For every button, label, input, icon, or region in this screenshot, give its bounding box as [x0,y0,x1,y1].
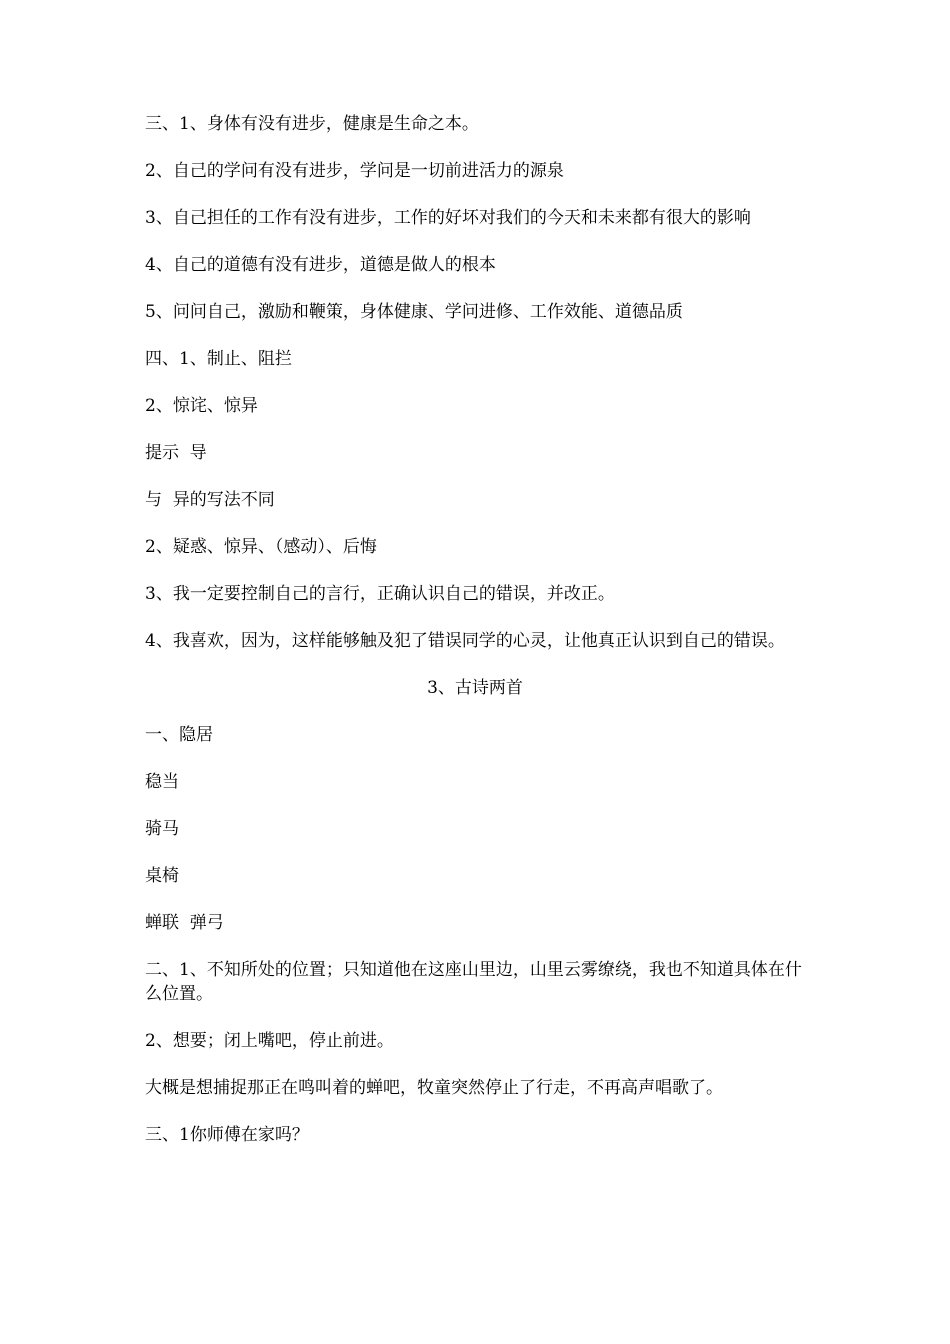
paragraph: 与 异的写法不同 [145,490,275,510]
paragraph: 2、疑惑、惊异、（感动）、后悔 [145,537,377,557]
paragraph: 一、隐居 [145,725,213,745]
paragraph: 四、1、制止、阻拦 [145,349,292,369]
document-body [145,112,805,1170]
paragraph: 骑马 [145,819,179,839]
section-title: 3、古诗两首 [427,678,523,698]
paragraph: 4、我喜欢，因为，这样能够触及犯了错误同学的心灵，让他真正认识到自己的错误。 [145,631,785,651]
paragraph: 桌椅 [145,866,179,886]
paragraph: 5、问问自己，激励和鞭策，身体健康、学问进修、工作效能、道德品质 [145,302,683,322]
paragraph: 3、自己担任的工作有没有进步，工作的好坏对我们的今天和未来都有很大的影响 [145,208,751,228]
paragraph: 提示 导 [145,443,207,463]
paragraph: 三、1你师傅在家吗？ [145,1125,309,1145]
paragraph: 3、我一定要控制自己的言行，正确认识自己的错误，并改正。 [145,584,615,604]
paragraph: 4、自己的道德有没有进步，道德是做人的根本 [145,255,496,275]
paragraph: 蝉联 弹弓 [145,913,224,933]
paragraph: 2、惊诧、惊异 [145,396,258,416]
paragraph: 2、想要；闭上嘴吧，停止前进。 [145,1031,394,1051]
paragraph: 大概是想捕捉那正在鸣叫着的蝉吧，牧童突然停止了行走，不再高声唱歌了。 [145,1078,723,1098]
paragraph: 2、自己的学问有没有进步，学问是一切前进活力的源泉 [145,161,564,181]
paragraph: 三、1、身体有没有进步，健康是生命之本。 [145,114,479,134]
paragraph: 二、1、不知所处的位置；只知道他在这座山里边，山里云雾缭绕，我也不知道具体在什么位置。 [145,960,802,1004]
paragraph: 稳当 [145,772,179,792]
